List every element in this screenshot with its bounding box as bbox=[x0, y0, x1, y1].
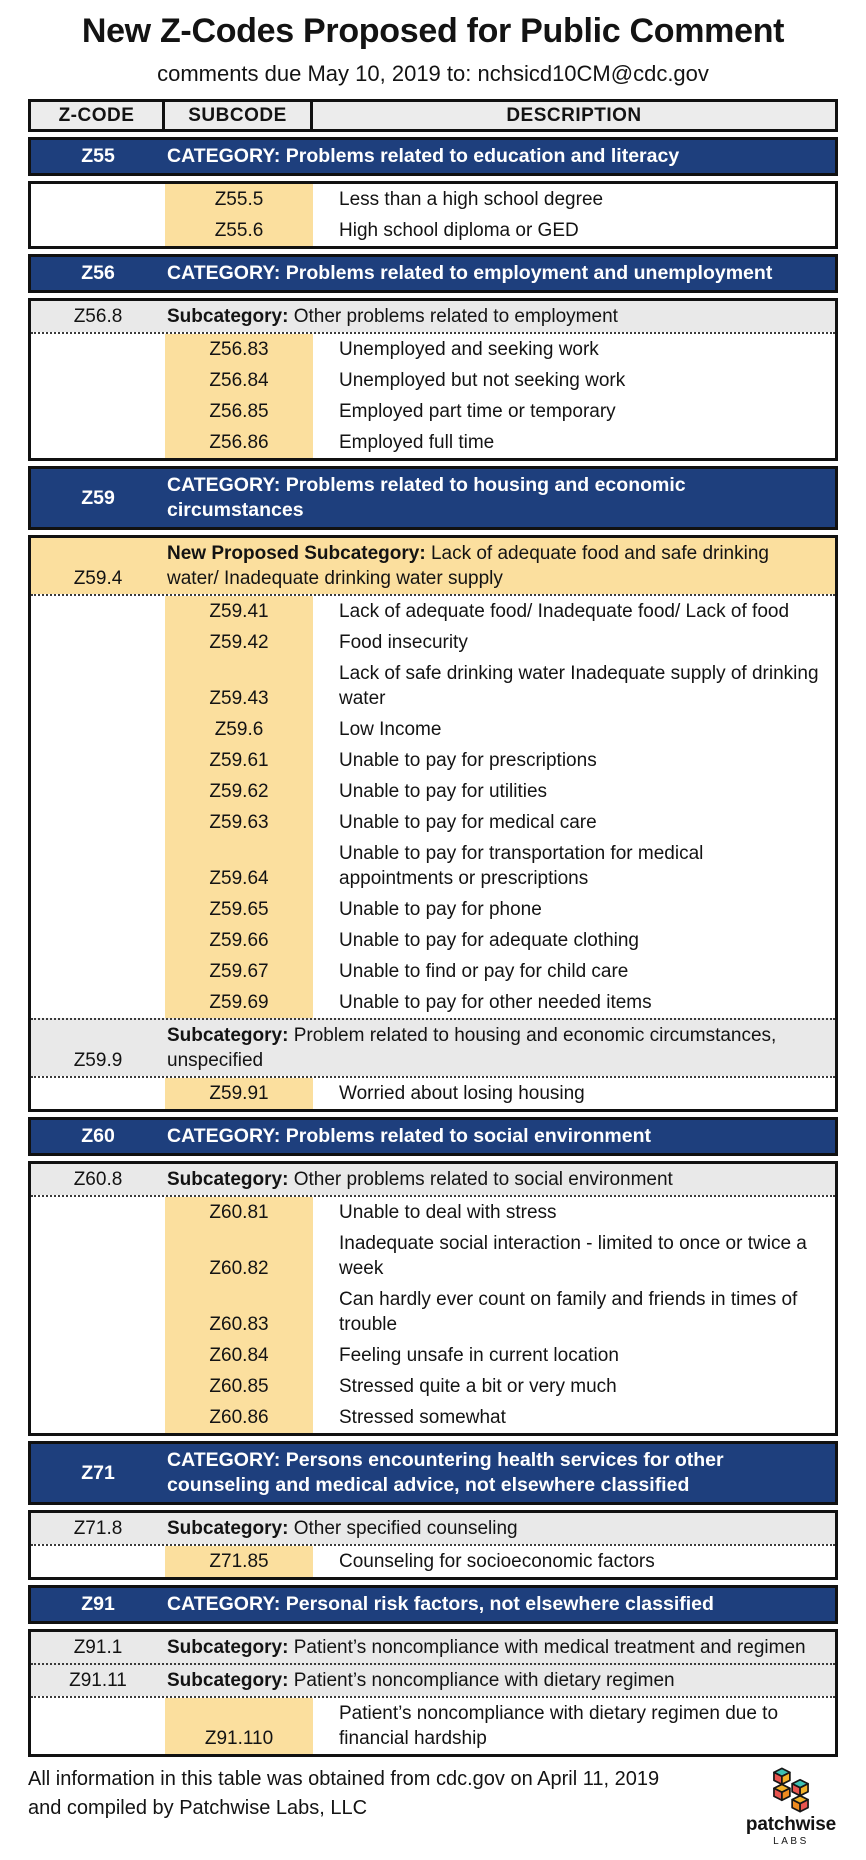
subcode-value: Z60.86 bbox=[209, 1407, 269, 1428]
subcode-row bbox=[31, 1228, 835, 1284]
zcode-cell bbox=[31, 956, 165, 987]
subcategory-prefix: Subcategory: bbox=[167, 1025, 289, 1046]
category-code: Z71 bbox=[81, 1461, 115, 1484]
subcode-cell bbox=[165, 745, 313, 776]
subcategory-description bbox=[165, 301, 835, 332]
subcategory-row bbox=[31, 1513, 835, 1544]
subcategory-prefix: Subcategory: bbox=[167, 306, 289, 327]
subcode-cell bbox=[165, 596, 313, 627]
subcode-cell bbox=[165, 1228, 313, 1284]
subcode-value: Z55.6 bbox=[214, 220, 264, 241]
zcode-cell bbox=[31, 838, 165, 894]
description-cell: Less than a high school degree bbox=[339, 189, 604, 210]
zcode-cell bbox=[31, 925, 165, 956]
zcode-cell bbox=[31, 894, 165, 925]
subcode-row bbox=[31, 714, 835, 745]
zcode-cell bbox=[31, 1371, 165, 1402]
subcategory-row bbox=[31, 1632, 835, 1663]
subcategory-row bbox=[31, 301, 835, 332]
subcategory-description bbox=[165, 538, 835, 594]
subcode-cell bbox=[165, 894, 313, 925]
zcode-cell bbox=[31, 1698, 165, 1754]
subcode-value: Z71.85 bbox=[209, 1551, 269, 1572]
footer-note-line2: and compiled by Patchwise Labs, LLC bbox=[28, 1797, 368, 1819]
zcode-cell bbox=[31, 658, 165, 714]
subcategory-prefix: Subcategory: bbox=[167, 1518, 289, 1539]
footer-note bbox=[28, 1765, 659, 1823]
page-subtitle: comments due May 10, 2019 to: nchsicd10CM@cdc.gov bbox=[157, 61, 709, 86]
logo-wordmark: patchwise bbox=[745, 1814, 836, 1835]
subcode-row bbox=[31, 1284, 835, 1340]
subcode-row bbox=[31, 332, 835, 365]
subcode-value: Z59.66 bbox=[209, 930, 269, 951]
subcode-value: Z59.63 bbox=[209, 812, 269, 833]
category-row-z71 bbox=[28, 1441, 838, 1505]
subcode-cell bbox=[165, 956, 313, 987]
category-title: CATEGORY: Personal risk factors, not elsewhere classified bbox=[167, 1593, 714, 1615]
subcode-row bbox=[31, 1402, 835, 1433]
subcategory-description bbox=[165, 1513, 835, 1544]
subcode-cell bbox=[165, 427, 313, 458]
subcode-row bbox=[31, 1696, 835, 1754]
subcode-value: Z59.67 bbox=[209, 961, 269, 982]
subcode-value: Z55.5 bbox=[214, 189, 264, 210]
subcode-row bbox=[31, 658, 835, 714]
subcode-value: Z60.82 bbox=[209, 1258, 269, 1279]
zcode-cell bbox=[31, 365, 165, 396]
zcode-cell bbox=[31, 807, 165, 838]
zcode-cell bbox=[31, 1284, 165, 1340]
subcategory-description bbox=[165, 1665, 835, 1696]
subcategory-prefix: New Proposed Subcategory: bbox=[167, 543, 426, 564]
subcategory-code-cell bbox=[31, 301, 165, 332]
footer-note-line1: All information in this table was obtained from cdc.gov on April 11, 2019 bbox=[28, 1768, 660, 1790]
subcode-value: Z60.83 bbox=[209, 1314, 269, 1335]
subcode-row bbox=[31, 838, 835, 894]
subcode-value: Z59.43 bbox=[209, 688, 269, 709]
category-title: CATEGORY: Problems related to social environment bbox=[167, 1125, 651, 1147]
description-cell: Unable to deal with stress bbox=[339, 1202, 557, 1223]
subcode-row bbox=[31, 987, 835, 1018]
subcode-cell bbox=[165, 1078, 313, 1109]
column-header-zcode: Z-CODE bbox=[31, 102, 165, 129]
subcode-value: Z59.64 bbox=[209, 868, 269, 889]
subcode-cell bbox=[165, 215, 313, 246]
subcode-value: Z59.41 bbox=[209, 601, 269, 622]
subcode-cell bbox=[165, 776, 313, 807]
subcategory-code: Z91.1 bbox=[73, 1637, 123, 1658]
subcode-row bbox=[31, 807, 835, 838]
description-cell: Unable to pay for transportation for medical appointments or prescriptions bbox=[339, 843, 704, 889]
category-row-z91 bbox=[28, 1585, 838, 1624]
new-proposed-subcategory-row bbox=[31, 538, 835, 594]
subcategory-row bbox=[31, 1164, 835, 1195]
section-rows-z55 bbox=[28, 181, 838, 249]
subcode-cell bbox=[165, 987, 313, 1018]
category-title: CATEGORY: Problems related to employment and unemployment bbox=[167, 262, 773, 284]
subcategory-text: Problem related to housing and economic circumstances, unspecified bbox=[167, 1025, 777, 1071]
subcode-cell bbox=[165, 184, 313, 215]
zcode-cell bbox=[31, 987, 165, 1018]
description-cell: Unemployed but not seeking work bbox=[339, 370, 626, 391]
subcode-row bbox=[31, 1544, 835, 1577]
subcode-cell bbox=[165, 1340, 313, 1371]
subcode-cell bbox=[165, 807, 313, 838]
subcategory-prefix: Subcategory: bbox=[167, 1670, 289, 1691]
subcategory-text: Other problems related to social environment bbox=[293, 1169, 673, 1190]
subcategory-code: Z91.11 bbox=[69, 1670, 127, 1691]
zcode-cell bbox=[31, 714, 165, 745]
subcode-cell bbox=[165, 1371, 313, 1402]
zcode-cell bbox=[31, 627, 165, 658]
subcategory-code-cell bbox=[31, 1665, 165, 1696]
subcategory-text: Patient’s noncompliance with medical treatment and regimen bbox=[293, 1637, 806, 1658]
subcode-row bbox=[31, 745, 835, 776]
subcode-cell bbox=[165, 925, 313, 956]
description-cell: Unable to pay for prescriptions bbox=[339, 750, 597, 771]
category-row-z56 bbox=[28, 254, 838, 293]
subcode-value: Z59.91 bbox=[209, 1083, 269, 1104]
section-rows-z91 bbox=[28, 1629, 838, 1757]
category-title: CATEGORY: Problems related to education and literacy bbox=[167, 145, 680, 167]
subcode-row bbox=[31, 427, 835, 458]
subcode-value: Z59.42 bbox=[209, 632, 269, 653]
description-cell: Unable to pay for medical care bbox=[339, 812, 597, 833]
zcode-cell bbox=[31, 776, 165, 807]
subcategory-description bbox=[165, 1164, 835, 1195]
subcode-cell bbox=[165, 627, 313, 658]
patchwise-cubes-icon bbox=[767, 1765, 815, 1815]
subcode-value: Z59.62 bbox=[209, 781, 269, 802]
subcategory-code: Z71.8 bbox=[73, 1518, 123, 1539]
description-cell: Food insecurity bbox=[339, 632, 468, 653]
description-cell: Employed full time bbox=[339, 432, 495, 453]
subcode-cell bbox=[165, 658, 313, 714]
description-cell: High school diploma or GED bbox=[339, 220, 579, 241]
subcode-row bbox=[31, 1340, 835, 1371]
subcode-value: Z60.81 bbox=[209, 1202, 269, 1223]
zcode-cell bbox=[31, 334, 165, 365]
subcode-value: Z56.86 bbox=[209, 432, 269, 453]
subcode-cell bbox=[165, 396, 313, 427]
logo-sub-label: LABS bbox=[773, 1835, 809, 1847]
column-header-subcode: SUBCODE bbox=[165, 102, 313, 129]
table-header-row bbox=[28, 99, 838, 132]
category-code: Z91 bbox=[81, 1593, 115, 1615]
zcode-cell bbox=[31, 1546, 165, 1577]
subcode-value: Z56.84 bbox=[209, 370, 269, 391]
subcategory-text: Lack of adequate food and safe drinking water/ Inadequate drinking water supply bbox=[167, 543, 769, 589]
zcode-cell bbox=[31, 1340, 165, 1371]
description-cell: Unable to pay for utilities bbox=[339, 781, 548, 802]
category-code: Z59 bbox=[81, 486, 115, 509]
subcode-row bbox=[31, 925, 835, 956]
subcategory-code-cell bbox=[31, 1020, 165, 1076]
description-cell: Lack of safe drinking water Inadequate supply of drinking water bbox=[339, 663, 819, 709]
subcategory-text: Other specified counseling bbox=[293, 1518, 518, 1539]
subcode-value: Z91.110 bbox=[204, 1728, 274, 1749]
footer bbox=[28, 1765, 838, 1848]
category-code: Z56 bbox=[81, 262, 115, 284]
subcode-cell bbox=[165, 1698, 313, 1754]
column-header-description: DESCRIPTION bbox=[506, 105, 642, 126]
description-cell: Stressed quite a bit or very much bbox=[339, 1376, 617, 1397]
subcategory-code-cell bbox=[31, 1164, 165, 1195]
subcategory-code-cell bbox=[31, 1513, 165, 1544]
subcategory-text: Patient’s noncompliance with dietary regimen bbox=[293, 1670, 675, 1691]
description-cell: Unable to pay for phone bbox=[339, 899, 542, 920]
subcategory-description bbox=[165, 1632, 835, 1663]
description-cell: Inadequate social interaction - limited to once or twice a week bbox=[339, 1233, 807, 1279]
subcode-cell bbox=[165, 1284, 313, 1340]
subcode-cell bbox=[165, 838, 313, 894]
subcode-cell bbox=[165, 365, 313, 396]
zcode-cell bbox=[31, 215, 165, 246]
subcode-cell bbox=[165, 1546, 313, 1577]
subcode-cell bbox=[165, 1402, 313, 1433]
zcode-cell bbox=[31, 1078, 165, 1109]
description-cell: Worried about losing housing bbox=[339, 1083, 585, 1104]
subcode-row bbox=[31, 1076, 835, 1109]
category-title: CATEGORY: Problems related to housing and economic circumstances bbox=[167, 474, 686, 521]
subcategory-code-cell bbox=[31, 538, 165, 594]
subcode-row bbox=[31, 594, 835, 627]
subcode-value: Z56.85 bbox=[209, 401, 269, 422]
category-title: CATEGORY: Persons encountering health services for other counseling and medical advice, not elsewhere classified bbox=[167, 1449, 724, 1496]
section-rows-z59 bbox=[28, 535, 838, 1112]
description-cell: Low Income bbox=[339, 719, 442, 740]
description-cell: Employed part time or temporary bbox=[339, 401, 616, 422]
subcode-row bbox=[31, 1195, 835, 1228]
subcode-row bbox=[31, 894, 835, 925]
category-row-z55 bbox=[28, 137, 838, 176]
section-rows-z71 bbox=[28, 1510, 838, 1580]
description-cell: Unemployed and seeking work bbox=[339, 339, 599, 360]
subcategory-code: Z60.8 bbox=[73, 1169, 123, 1190]
description-cell: Can hardly ever count on family and friends in times of trouble bbox=[339, 1289, 798, 1335]
subcategory-code: Z59.9 bbox=[73, 1050, 123, 1071]
subcode-row bbox=[31, 365, 835, 396]
subcode-row bbox=[31, 215, 835, 246]
subcode-value: Z59.69 bbox=[209, 992, 269, 1013]
description-cell: Counseling for socioeconomic factors bbox=[339, 1551, 655, 1572]
subcode-row bbox=[31, 184, 835, 215]
subcode-value: Z59.6 bbox=[214, 719, 264, 740]
description-cell: Unable to pay for other needed items bbox=[339, 992, 652, 1013]
subcode-value: Z59.61 bbox=[209, 750, 269, 771]
zcode-cell bbox=[31, 596, 165, 627]
category-code: Z60 bbox=[81, 1125, 115, 1147]
subcode-row bbox=[31, 627, 835, 658]
subcode-row bbox=[31, 956, 835, 987]
category-row-z60 bbox=[28, 1117, 838, 1156]
section-rows-z56 bbox=[28, 298, 838, 461]
zcode-cell bbox=[31, 1402, 165, 1433]
subcode-value: Z60.85 bbox=[209, 1376, 269, 1397]
zcode-cell bbox=[31, 745, 165, 776]
zcode-cell bbox=[31, 396, 165, 427]
table-body bbox=[28, 137, 838, 1757]
subcategory-code: Z59.4 bbox=[73, 568, 123, 589]
zcode-cell bbox=[31, 1228, 165, 1284]
subcategory-row bbox=[31, 1663, 835, 1696]
subcategory-code: Z56.8 bbox=[73, 306, 123, 327]
subcode-cell bbox=[165, 334, 313, 365]
subcategory-text: Other problems related to employment bbox=[293, 306, 618, 327]
zcode-cell bbox=[31, 1197, 165, 1228]
subcategory-prefix: Subcategory: bbox=[167, 1169, 289, 1190]
description-cell: Feeling unsafe in current location bbox=[339, 1345, 619, 1366]
subcode-row bbox=[31, 1371, 835, 1402]
subcategory-code-cell bbox=[31, 1632, 165, 1663]
subcode-row bbox=[31, 776, 835, 807]
description-cell: Unable to pay for adequate clothing bbox=[339, 930, 639, 951]
subcode-row bbox=[31, 396, 835, 427]
subcategory-prefix: Subcategory: bbox=[167, 1637, 289, 1658]
subcode-cell bbox=[165, 1197, 313, 1228]
zcode-cell bbox=[31, 427, 165, 458]
description-cell: Unable to find or pay for child care bbox=[339, 961, 629, 982]
page-title: New Z-Codes Proposed for Public Comment bbox=[81, 12, 785, 50]
subcategory-description bbox=[165, 1020, 835, 1076]
description-cell: Lack of adequate food/ Inadequate food/ Lack of food bbox=[339, 601, 790, 622]
subcode-value: Z59.65 bbox=[209, 899, 269, 920]
section-rows-z60 bbox=[28, 1161, 838, 1436]
patchwise-logo bbox=[746, 1765, 838, 1848]
description-cell: Stressed somewhat bbox=[339, 1407, 506, 1428]
subcategory-row bbox=[31, 1018, 835, 1076]
category-code: Z55 bbox=[81, 145, 115, 167]
subcode-cell bbox=[165, 714, 313, 745]
category-row-z59 bbox=[28, 466, 838, 530]
subcode-value: Z56.83 bbox=[209, 339, 269, 360]
subcode-value: Z60.84 bbox=[209, 1345, 269, 1366]
zcode-cell bbox=[31, 184, 165, 215]
description-cell: Patient’s noncompliance with dietary regimen due to financial hardship bbox=[339, 1703, 779, 1749]
